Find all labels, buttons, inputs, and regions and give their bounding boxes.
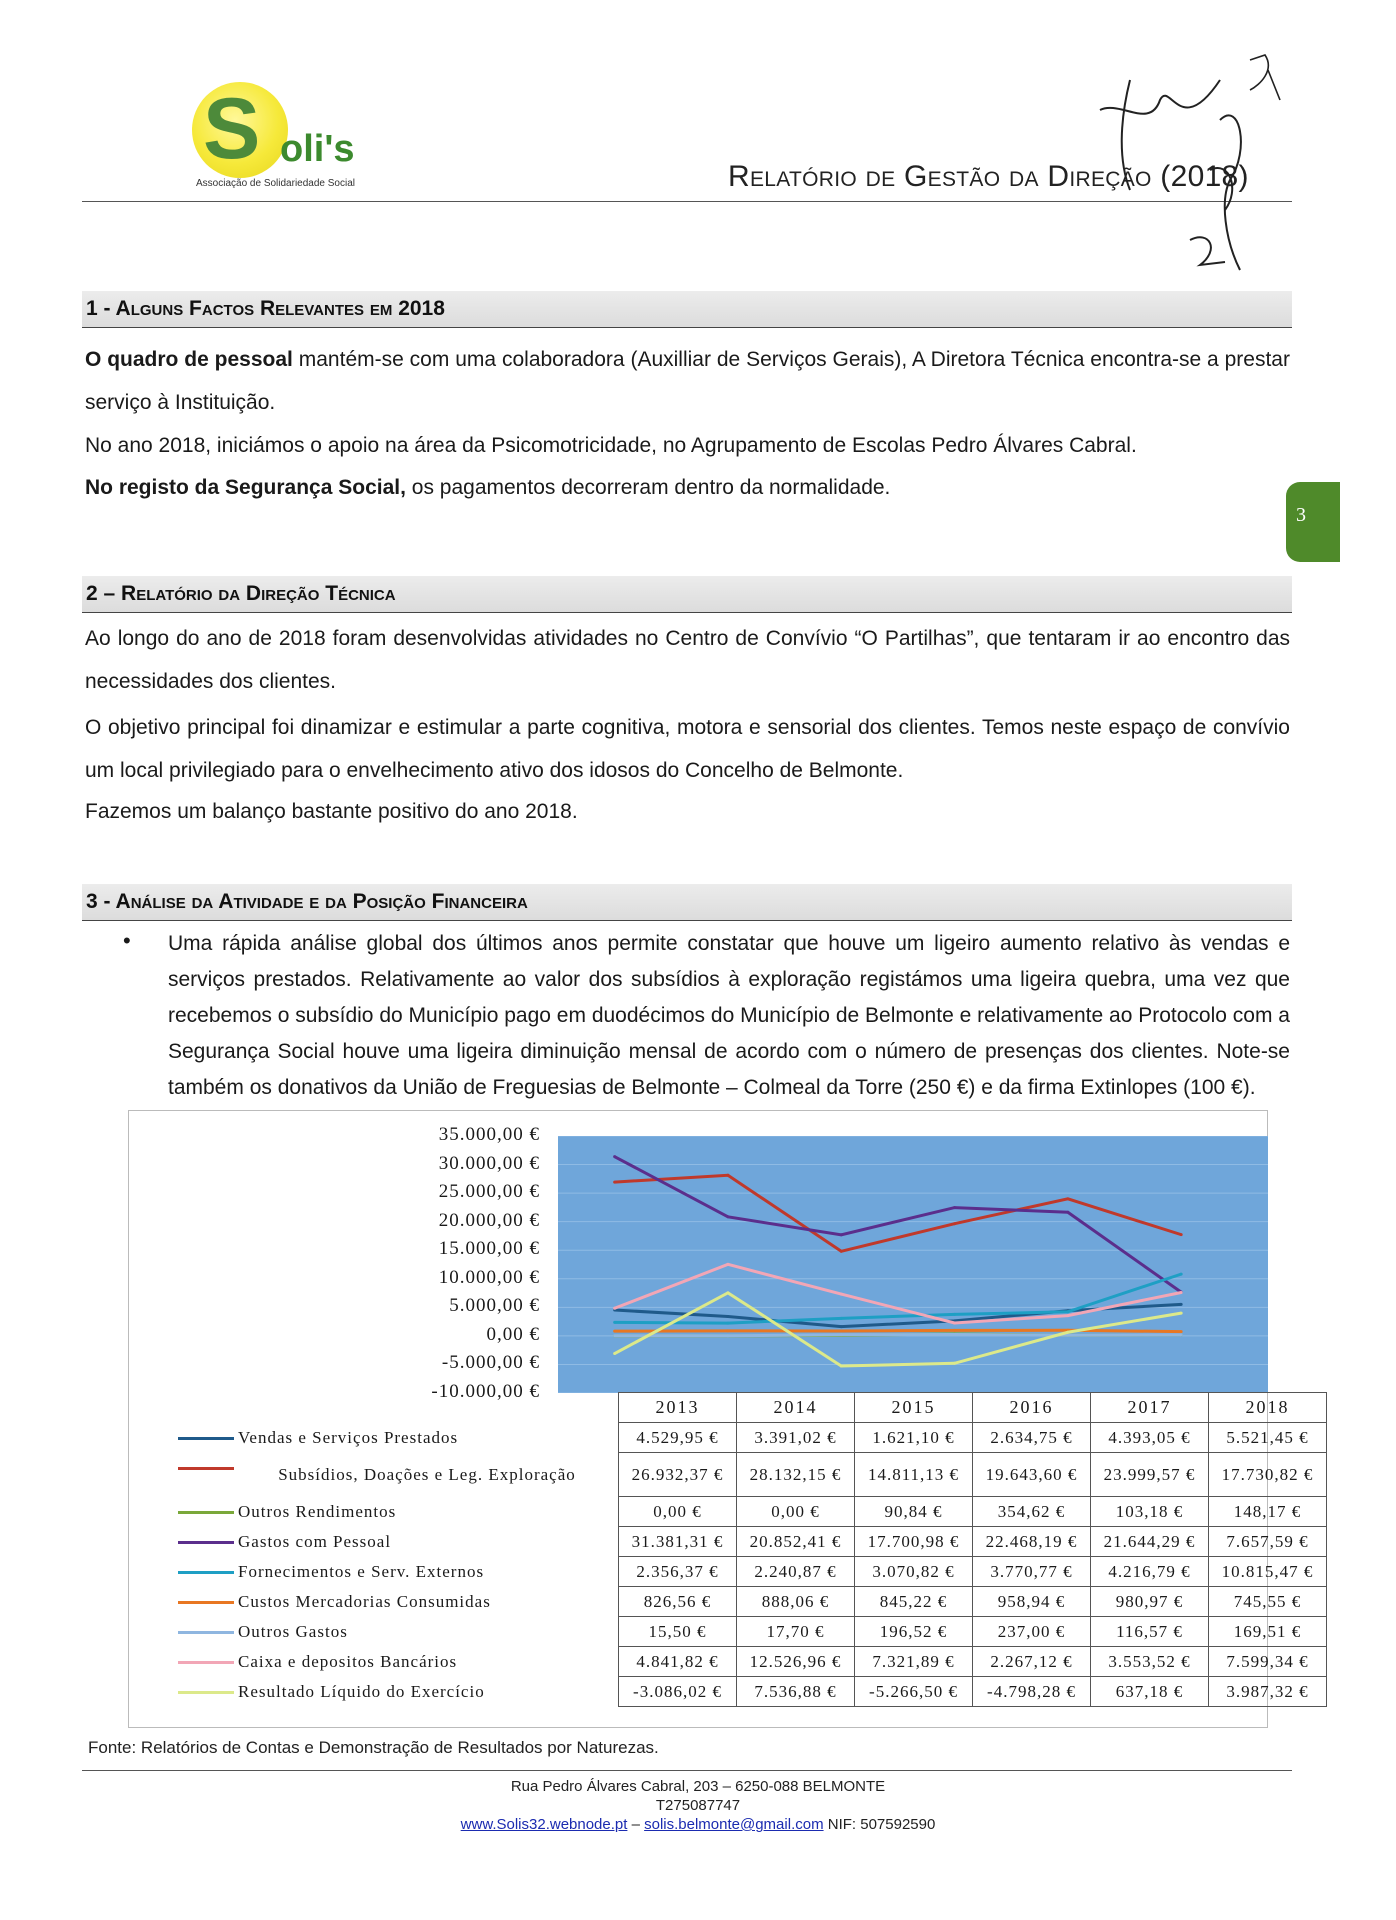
data-point (953, 1206, 956, 1209)
page-number: 3 (1296, 504, 1306, 526)
data-label: 826,56 € (619, 1587, 737, 1617)
section-3-heading: 3 - Análise da Atividade e da Posição Financeira (82, 884, 1292, 921)
data-label: -5.266,50 € (855, 1677, 973, 1707)
data-point (726, 1334, 729, 1337)
legend-swatch (178, 1691, 234, 1694)
data-label: 7.599,34 € (1209, 1647, 1327, 1677)
table-row (176, 1423, 1327, 1453)
nif: NIF: 507592590 (823, 1816, 936, 1833)
data-point (726, 1322, 729, 1325)
data-label: 148,17 € (1209, 1497, 1327, 1527)
data-point (953, 1333, 956, 1336)
data-point (726, 1263, 729, 1266)
data-point (1066, 1310, 1069, 1313)
data-label: 15,50 € (619, 1617, 737, 1647)
data-point (1180, 1303, 1183, 1306)
document-title: Relatório de Gestão da Direção (2018) (728, 160, 1249, 193)
data-point (613, 1307, 616, 1310)
data-label: 3.770,77 € (973, 1557, 1091, 1587)
bullet-marker: • (123, 928, 131, 953)
data-point (613, 1181, 616, 1184)
y-tick-label: 0,00 € (486, 1323, 540, 1345)
legend-label: Outros Gastos (238, 1621, 348, 1641)
page-number-tab (1286, 482, 1340, 562)
section-1-heading: 1 - Alguns Factos Relevantes em 2018 (82, 291, 1292, 328)
data-label: 4.216,79 € (1091, 1557, 1209, 1587)
table-row (176, 1647, 1327, 1677)
data-label: 7.536,88 € (737, 1677, 855, 1707)
y-tick-label: 15.000,00 € (438, 1238, 540, 1260)
data-point (1180, 1330, 1183, 1333)
logo-text: oli's (280, 128, 355, 170)
legend-swatch (178, 1631, 234, 1634)
legend-label: Resultado Líquido do Exercício (238, 1681, 485, 1701)
data-point (613, 1155, 616, 1158)
section-2-heading: 2 – Relatório da Direção Técnica (82, 576, 1292, 613)
source-note: Fonte: Relatórios de Contas e Demonstração de Resultados por Naturezas. (88, 1738, 659, 1757)
data-point (840, 1330, 843, 1333)
x-tick-label: 2017 (1091, 1393, 1209, 1423)
data-point (1066, 1314, 1069, 1317)
data-point (840, 1250, 843, 1253)
data-point (726, 1174, 729, 1177)
logo-letter: S (203, 81, 259, 177)
data-label: 3.391,02 € (737, 1423, 855, 1453)
legend-label: Fornecimentos e Serv. Externos (238, 1561, 485, 1581)
section-1-paragraph-1: O quadro de pessoal mantém-se com uma colaboradora (Auxilliar de Serviços Gerais), A Diretora Técnica encontra-se a prestar serviço à Instituição. (85, 348, 1290, 414)
data-point (613, 1352, 616, 1355)
data-label: -3.086,02 € (619, 1677, 737, 1707)
section-2-paragraph-3: Fazemos um balanço bastante positivo do ano 2018. (85, 800, 578, 823)
footer-address: Rua Pedro Álvares Cabral, 203 – 6250-088 BELMONTE (510, 1778, 886, 1795)
data-point (1066, 1331, 1069, 1334)
data-label: 845,22 € (855, 1587, 973, 1617)
data-label: 19.643,60 € (973, 1453, 1091, 1497)
data-label: 31.381,31 € (619, 1527, 737, 1557)
data-label: -4.798,28 € (973, 1677, 1091, 1707)
data-label: 90,84 € (855, 1497, 973, 1527)
data-label: 2.240,87 € (737, 1557, 855, 1587)
data-label: 21.644,29 € (1091, 1527, 1209, 1557)
x-tick-label: 2013 (619, 1393, 737, 1423)
data-point (840, 1233, 843, 1236)
footer-divider (82, 1770, 1292, 1771)
data-point (726, 1315, 729, 1318)
data-point (953, 1362, 956, 1365)
data-label: 7.657,59 € (1209, 1527, 1327, 1557)
data-point (726, 1329, 729, 1332)
footer-contacts: www.Solis32.webnode.pt – solis.belmonte@gmail.com NIF: 507592590 (460, 1816, 936, 1833)
table-row (176, 1527, 1327, 1557)
data-point (726, 1215, 729, 1218)
legend-label: Vendas e Serviços Prestados (238, 1427, 459, 1447)
legend-label: Gastos com Pessoal (238, 1531, 392, 1551)
legend-swatch (178, 1541, 234, 1544)
y-tick-label: 30.000,00 € (438, 1152, 540, 1174)
data-point (613, 1321, 616, 1324)
website-link[interactable]: www.Solis32.webnode.pt (460, 1816, 628, 1833)
data-label: 26.932,37 € (619, 1453, 737, 1497)
table-row (176, 1587, 1327, 1617)
legend-label: Custos Mercadorias Consumidas (238, 1591, 491, 1611)
data-point (840, 1317, 843, 1320)
handwritten-signature (1090, 40, 1310, 280)
x-tick-label: 2016 (973, 1393, 1091, 1423)
data-label: 745,55 € (1209, 1587, 1327, 1617)
y-tick-label: 10.000,00 € (438, 1266, 540, 1288)
legend-swatch (178, 1511, 234, 1514)
data-label: 354,62 € (973, 1497, 1091, 1527)
table-row (176, 1617, 1327, 1647)
section-3-paragraph: Uma rápida análise global dos últimos anos permite constatar que houve um ligeiro aumento relativo às vendas e serviços prestados. Relativamente ao valor dos subsídios à exploração registámos uma ligeira quebra, uma vez que recebemos o subsídio do Município pago em duodécimos do Município de Belmonte e relativamente ao Protocolo com a Segurança Social houve uma ligeira diminuição mensal de acordo com o número de presenças dos clientes. Note-se também os donativos da União de Freguesias de Belmonte – Colmeal da Torre (250 €) e da firma Extinlopes (100 €). (168, 932, 1290, 1099)
y-tick-label: 25.000,00 € (438, 1181, 540, 1203)
data-label: 2.634,75 € (973, 1423, 1091, 1453)
data-point (840, 1325, 843, 1328)
y-tick-label: -10.000,00 € (431, 1381, 540, 1402)
data-point (613, 1330, 616, 1333)
data-label: 2.267,12 € (973, 1647, 1091, 1677)
data-point (1180, 1291, 1183, 1294)
data-label: 3.987,32 € (1209, 1677, 1327, 1707)
data-point (1180, 1273, 1183, 1276)
data-label: 28.132,15 € (737, 1453, 855, 1497)
data-label: 4.393,05 € (1091, 1423, 1209, 1453)
data-label: 7.321,89 € (855, 1647, 973, 1677)
data-label: 10.815,47 € (1209, 1557, 1327, 1587)
data-point (953, 1321, 956, 1324)
data-label: 958,94 € (973, 1587, 1091, 1617)
data-point (613, 1334, 616, 1337)
data-label: 23.999,57 € (1091, 1453, 1209, 1497)
data-point (1066, 1334, 1069, 1337)
data-label: 4.529,95 € (619, 1423, 737, 1453)
table-row (176, 1557, 1327, 1587)
data-label: 637,18 € (1091, 1677, 1209, 1707)
data-label: 20.852,41 € (737, 1527, 855, 1557)
data-label: 237,00 € (973, 1617, 1091, 1647)
data-point (953, 1222, 956, 1225)
data-label: 980,97 € (1091, 1587, 1209, 1617)
data-point (1066, 1211, 1069, 1214)
series-line (615, 1335, 1182, 1336)
data-point (840, 1364, 843, 1367)
data-label: 4.841,82 € (619, 1647, 737, 1677)
logo-subtitle: Associação de Solidariedade Social (196, 178, 355, 189)
table-row (176, 1497, 1327, 1527)
data-point (1180, 1233, 1183, 1236)
email-link[interactable]: solis.belmonte@gmail.com (644, 1816, 824, 1833)
section-1-paragraph-2: No ano 2018, iniciámos o apoio na área da Psicomotricidade, no Agrupamento de Escolas Pedro Álvares Cabral. (85, 434, 1137, 457)
data-label: 888,06 € (737, 1587, 855, 1617)
data-label: 12.526,96 € (737, 1647, 855, 1677)
data-label: 103,18 € (1091, 1497, 1209, 1527)
data-label: 2.356,37 € (619, 1557, 737, 1587)
data-label: 0,00 € (619, 1497, 737, 1527)
legend-swatch (178, 1601, 234, 1604)
data-label: 3.553,52 € (1091, 1647, 1209, 1677)
legend-label: Caixa e depositos Bancários (238, 1651, 458, 1671)
data-label: 196,52 € (855, 1617, 973, 1647)
legend-label: Outros Rendimentos (238, 1501, 397, 1521)
legend-swatch (178, 1571, 234, 1574)
data-label: 14.811,13 € (855, 1453, 973, 1497)
data-point (953, 1313, 956, 1316)
data-label: 3.070,82 € (855, 1557, 973, 1587)
data-label: 17,70 € (737, 1617, 855, 1647)
data-point (840, 1293, 843, 1296)
line-chart (558, 1136, 1268, 1393)
data-point (953, 1329, 956, 1332)
data-point (1180, 1312, 1183, 1315)
y-tick-label: 5.000,00 € (449, 1295, 540, 1317)
data-label: 5.521,45 € (1209, 1423, 1327, 1453)
data-label: 1.621,10 € (855, 1423, 973, 1453)
section-2-paragraph-2: O objetivo principal foi dinamizar e estimular a parte cognitiva, motora e sensorial dos clientes. Temos neste espaço de convívio um local privilegiado para o envelhecimento ativo dos idosos do Concelho de Belmonte. (85, 716, 1290, 782)
data-point (1066, 1197, 1069, 1200)
data-point (840, 1333, 843, 1336)
data-label: 17.700,98 € (855, 1527, 973, 1557)
section-1-paragraph-3: No registo da Segurança Social, os pagamentos decorreram dentro da normalidade. (85, 476, 891, 499)
data-point (1180, 1333, 1183, 1336)
y-tick-label: 20.000,00 € (438, 1209, 540, 1231)
section-2-paragraph-1: Ao longo do ano de 2018 foram desenvolvidas atividades no Centro de Convívio “O Partilhas”, que tentaram ir ao encontro das necessidades dos clientes. (85, 627, 1290, 693)
legend-swatch (178, 1437, 234, 1440)
y-tick-label: -5.000,00 € (441, 1352, 540, 1374)
legend-swatch (178, 1467, 234, 1470)
series-line (615, 1330, 1182, 1331)
legend-label: Subsídios, Doações e Leg. Exploração (278, 1464, 576, 1484)
chart-data-table (176, 1392, 1327, 1707)
legend-swatch (178, 1661, 234, 1664)
y-tick-label: 35.000,00 € (438, 1124, 540, 1145)
x-tick-label: 2015 (855, 1393, 973, 1423)
data-label: 169,51 € (1209, 1617, 1327, 1647)
x-tick-label: 2014 (737, 1393, 855, 1423)
footer-phone: T275087747 (655, 1797, 741, 1814)
data-point (726, 1291, 729, 1294)
table-row (176, 1677, 1327, 1707)
table-row (176, 1453, 1327, 1497)
data-label: 22.468,19 € (973, 1527, 1091, 1557)
data-label: 116,57 € (1091, 1617, 1209, 1647)
data-label: 0,00 € (737, 1497, 855, 1527)
data-label: 17.730,82 € (1209, 1453, 1327, 1497)
series-line (615, 1175, 1182, 1251)
x-tick-label: 2018 (1209, 1393, 1327, 1423)
